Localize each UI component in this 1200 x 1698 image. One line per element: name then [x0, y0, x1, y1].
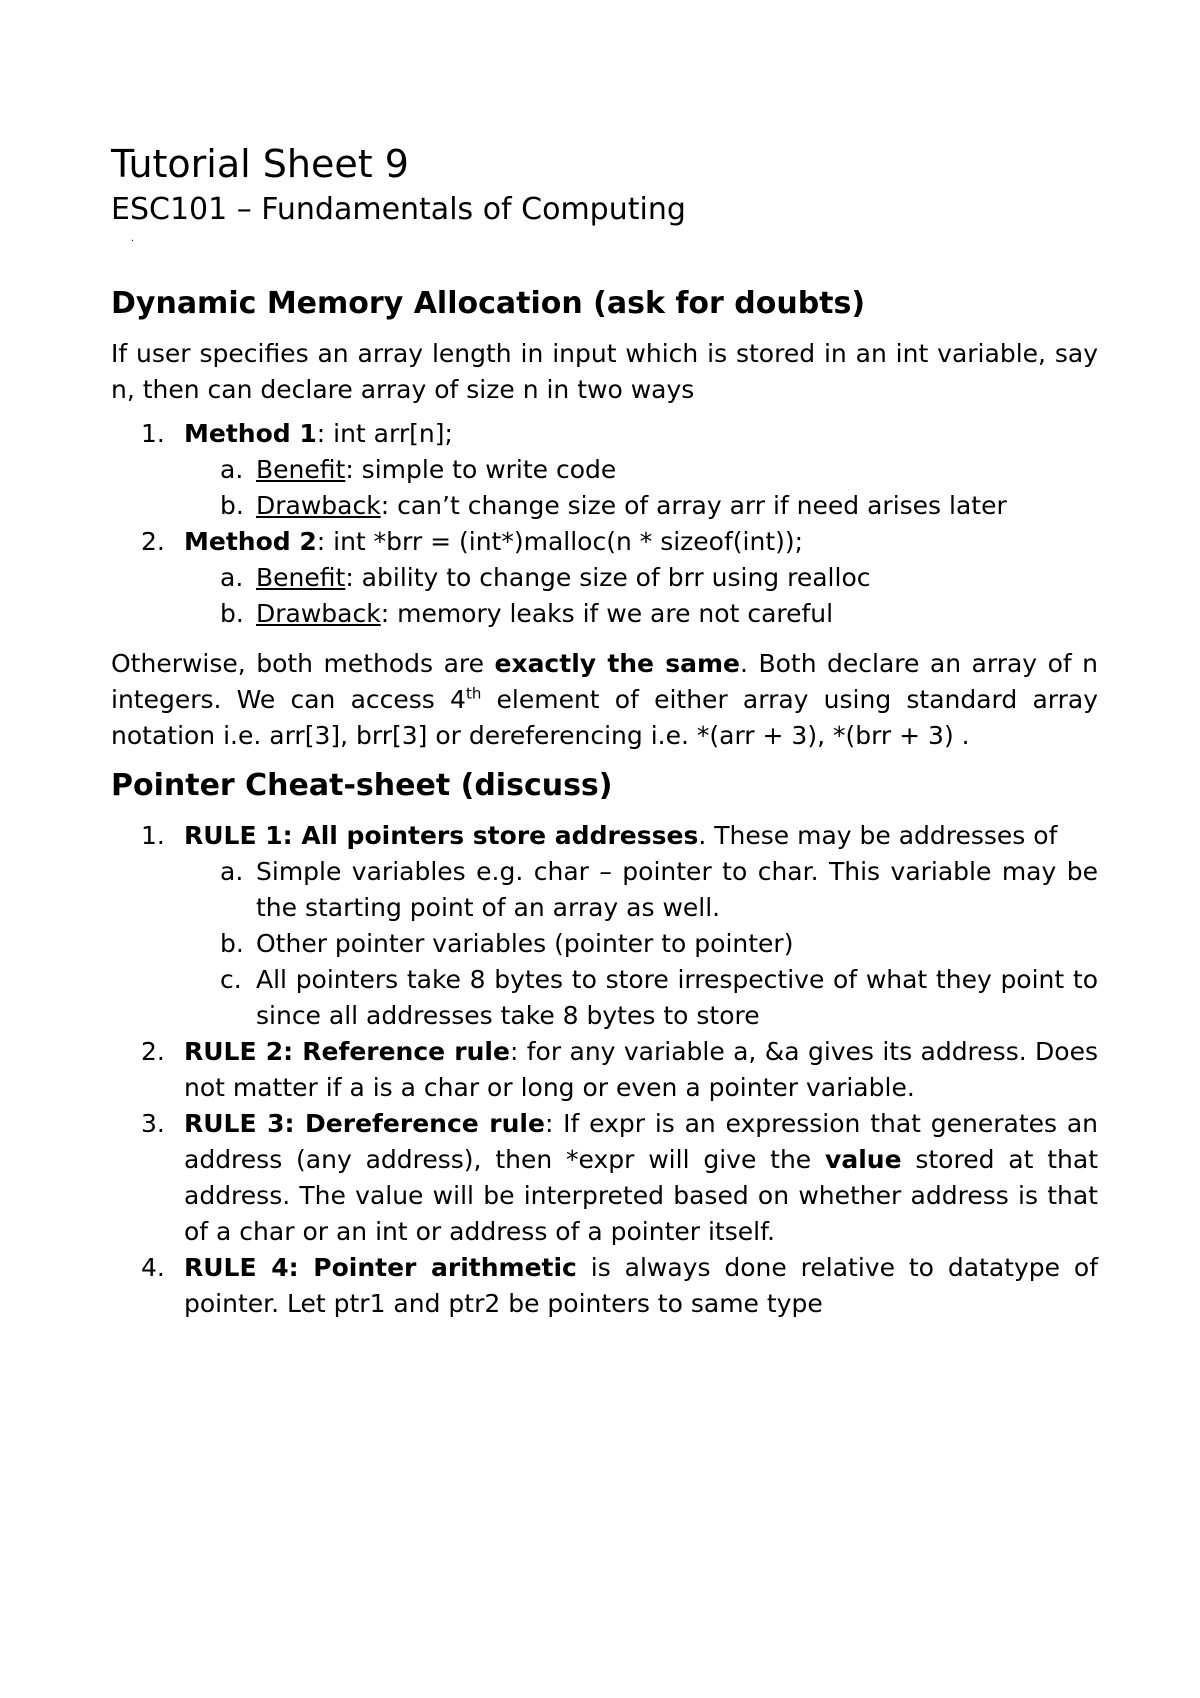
rule-bold-word: value [825, 1145, 902, 1174]
rule-text: : for any variable a, &a gives its address. Does not matter if a is a char or long or even a pointer variable. [184, 1037, 1099, 1102]
page-title: Tutorial Sheet 9 [111, 142, 409, 186]
item-label: Drawback [256, 599, 381, 628]
rule-title: RULE 4: Pointer arithmetic [184, 1253, 577, 1282]
list-letter: a. [220, 563, 244, 592]
item-text: : can’t change size of array arr if need arises later [380, 491, 1007, 520]
rule-title: RULE 2: Reference rule [184, 1037, 510, 1066]
outro-text: . Both declare an array of n integers. We can access 4 [111, 649, 1098, 714]
stray-mark: · [131, 236, 135, 247]
dma-outro [111, 646, 1098, 754]
rule-text: is always done relative to datatype of pointer. Let ptr1 and ptr2 be pointers to same type [184, 1253, 1098, 1318]
rule-text: . These may be addresses of [698, 821, 1058, 850]
list-item [184, 962, 1098, 1034]
list-number: 1. [141, 419, 165, 448]
list-item [184, 488, 1098, 524]
rule-title: RULE 3: Dereference rule [184, 1109, 545, 1138]
method-code: : int arr[n]; [316, 419, 453, 448]
item-label: Benefit [256, 563, 346, 592]
outro-bold: exactly the same [494, 649, 741, 678]
sub-list [184, 452, 1098, 524]
item-text: All pointers take 8 bytes to store irrespective of what they point to since all addresses take 8 bytes to store [256, 965, 1098, 1030]
rule-text: stored at that address. The value will be interpreted based on whether address is that of a char or an int or address of a pointer itself. [184, 1145, 1099, 1246]
list-number: 1. [141, 821, 165, 850]
item-text: : ability to change size of brr using realloc [345, 563, 871, 592]
sub-list [184, 854, 1098, 1034]
list-letter: c. [220, 965, 242, 994]
list-letter: b. [220, 491, 244, 520]
list-letter: b. [220, 929, 244, 958]
dma-intro: If user specifies an array length in input which is stored in an int variable, say n, then can declare array of size n in two ways [111, 339, 1098, 404]
list-item [111, 818, 1098, 1034]
list-item [111, 1034, 1098, 1106]
list-letter: a. [220, 857, 244, 886]
list-number: 3. [141, 1109, 165, 1138]
methods-list [111, 416, 1098, 632]
rule-text: : If expr is an expression that generates an address (any address), then *expr will give the [184, 1109, 1098, 1174]
list-letter: a. [220, 455, 244, 484]
ordinal-suffix: th [465, 684, 482, 703]
method-code: : int *brr = (int*)malloc(n * sizeof(int)); [316, 527, 804, 556]
list-number: 2. [141, 1037, 165, 1066]
item-text: : simple to write code [345, 455, 617, 484]
method-label: Method 1 [184, 419, 317, 448]
rules-list [111, 818, 1098, 1322]
outro-text: element of either array using standard array notation i.e. arr[3], brr[3] or dereferencing i.e. *(arr + 3), *(brr + 3) . [111, 685, 1099, 750]
item-label: Benefit [256, 455, 346, 484]
method-label: Method 2 [184, 527, 317, 556]
list-item [184, 452, 1098, 488]
list-letter: b. [220, 599, 244, 628]
list-item [111, 416, 1098, 524]
list-item [184, 854, 1098, 926]
list-item [184, 926, 1098, 962]
section-heading-pointers: Pointer Cheat-sheet (discuss) [111, 768, 613, 803]
sub-list [184, 560, 1098, 632]
list-item [111, 524, 1098, 632]
item-text: : memory leaks if we are not careful [380, 599, 834, 628]
page-subtitle: ESC101 – Fundamentals of Computing [111, 192, 686, 227]
document-page [111, 140, 1098, 1322]
item-text: Other pointer variables (pointer to pointer) [256, 929, 794, 958]
list-item [184, 596, 1098, 632]
list-item [111, 1250, 1098, 1322]
item-label: Drawback [256, 491, 381, 520]
rule-title: RULE 1: All pointers store addresses [184, 821, 699, 850]
section-heading-dma: Dynamic Memory Allocation (ask for doubts) [111, 286, 866, 321]
list-number: 2. [141, 527, 165, 556]
item-text: Simple variables e.g. char – pointer to char. This variable may be the starting point of an array as well. [256, 857, 1098, 922]
list-item [184, 560, 1098, 596]
list-number: 4. [141, 1253, 165, 1282]
list-item [111, 1106, 1098, 1250]
outro-text: Otherwise, both methods are [111, 649, 495, 678]
